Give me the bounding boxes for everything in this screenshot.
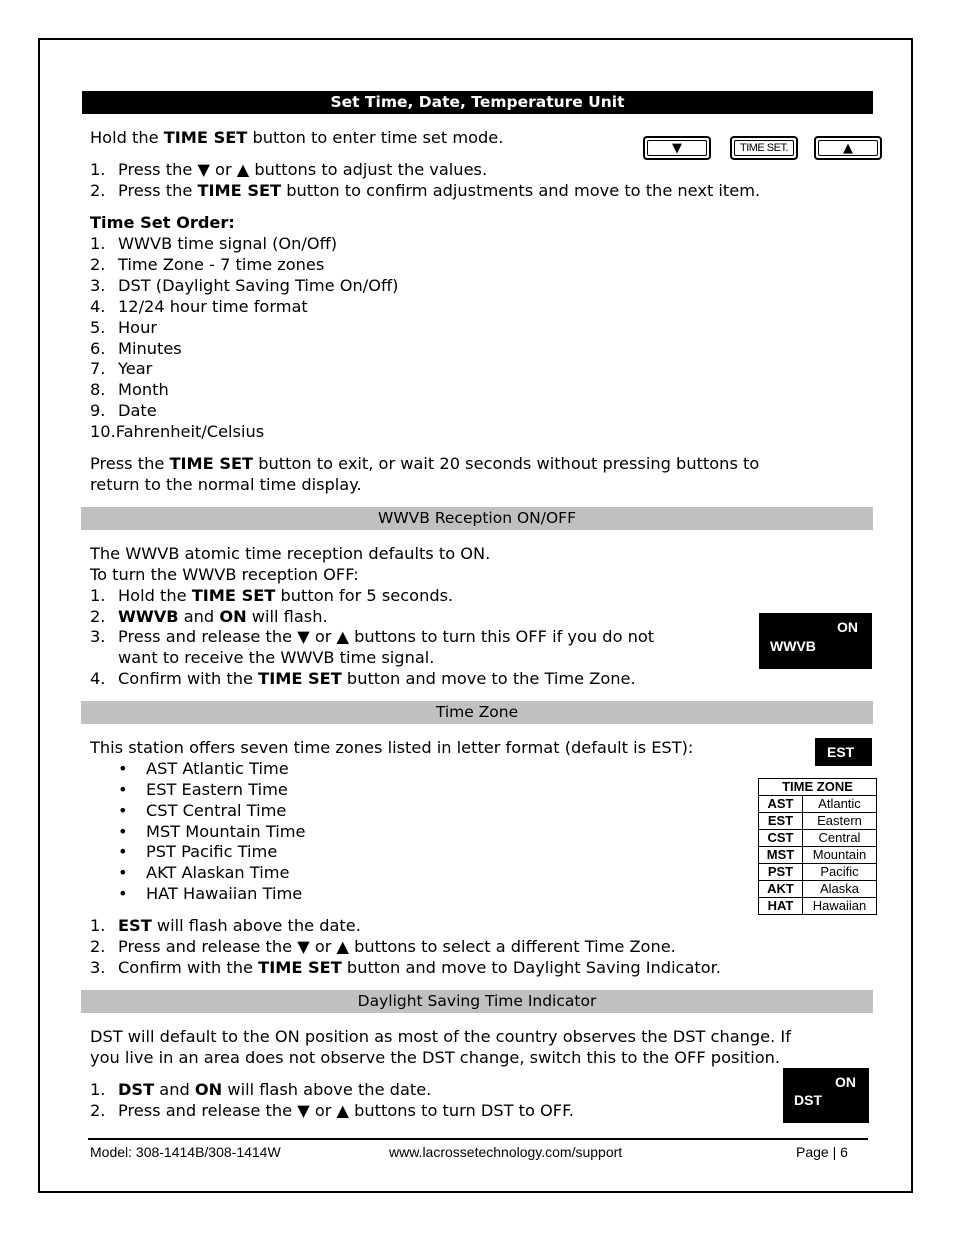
list-item: • MST Mountain Time bbox=[118, 822, 306, 841]
time-zone-step: 1. EST will flash above the date. bbox=[90, 916, 361, 935]
step-adjust: 1. Press the ▼ or ▲ buttons to adjust the values. bbox=[90, 160, 488, 179]
list-item: 7. Year bbox=[90, 359, 153, 378]
intro-line: Hold the TIME SET button to enter time set mode. bbox=[90, 128, 504, 147]
table-row: CST Central bbox=[759, 830, 877, 847]
time-zone-step: 3. Confirm with the TIME SET button and move to Daylight Saving Indicator. bbox=[90, 958, 721, 977]
list-item: 9. Date bbox=[90, 401, 157, 420]
footer-model: Model: 308-1414B/308-1414W bbox=[90, 1144, 281, 1160]
up-arrow-icon: ▲ bbox=[843, 140, 853, 156]
lcd-est-indicator: EST bbox=[827, 744, 855, 760]
dst-lcd-display bbox=[783, 1068, 869, 1123]
wwvb-step: 2. WWVB and ON will flash. bbox=[90, 607, 328, 626]
table-row: MST Mountain bbox=[759, 847, 877, 864]
wwvb-default-line: The WWVB atomic time reception defaults to ON. bbox=[90, 544, 491, 563]
exit-instruction: Press the TIME SET button to exit, or wait 20 seconds without pressing buttons to bbox=[90, 454, 760, 473]
dst-paragraph: DST will default to the ON position as most of the country observes the DST change. If bbox=[90, 1027, 791, 1046]
time-set-button[interactable] bbox=[730, 136, 798, 160]
down-button[interactable] bbox=[643, 136, 711, 160]
section-header-time-zone: Time Zone bbox=[81, 701, 873, 724]
list-item: • AST Atlantic Time bbox=[118, 759, 289, 778]
list-item: 1. WWVB time signal (On/Off) bbox=[90, 234, 338, 253]
list-item: 10.Fahrenheit/Celsius bbox=[90, 422, 265, 441]
wwvb-step: 1. Hold the TIME SET button for 5 seconds. bbox=[90, 586, 454, 605]
list-item: 2. Time Zone - 7 time zones bbox=[90, 255, 325, 274]
list-item: 3. DST (Daylight Saving Time On/Off) bbox=[90, 276, 399, 295]
table-row: PST Pacific bbox=[759, 864, 877, 881]
list-item: • CST Central Time bbox=[118, 801, 287, 820]
time-set-label: TIME SET. bbox=[739, 142, 789, 154]
time-zone-step: 2. Press and release the ▼ or ▲ buttons to select a different Time Zone. bbox=[90, 937, 676, 956]
list-item: 8. Month bbox=[90, 380, 169, 399]
section-header-dst: Daylight Saving Time Indicator bbox=[81, 990, 873, 1013]
footer-page-number: Page | 6 bbox=[796, 1144, 848, 1160]
dst-step: 1. DST and ON will flash above the date. bbox=[90, 1080, 432, 1099]
table-row: AST Atlantic bbox=[759, 796, 877, 813]
lcd-dst-indicator: DST bbox=[794, 1092, 822, 1108]
list-item: • HAT Hawaiian Time bbox=[118, 884, 303, 903]
down-arrow-icon: ▼ bbox=[672, 140, 682, 156]
section-header-set-time: Set Time, Date, Temperature Unit bbox=[82, 91, 873, 114]
list-item: • AKT Alaskan Time bbox=[118, 863, 290, 882]
table-row: AKT Alaska bbox=[759, 881, 877, 898]
section-header-wwvb: WWVB Reception ON/OFF bbox=[81, 507, 873, 530]
wwvb-lcd-display bbox=[759, 613, 872, 669]
table-row: EST Eastern bbox=[759, 813, 877, 830]
wwvb-step-continued: want to receive the WWVB time signal. bbox=[118, 648, 435, 667]
dst-step: 2. Press and release the ▼ or ▲ buttons to turn DST to OFF. bbox=[90, 1101, 574, 1120]
lcd-on-indicator: ON bbox=[837, 619, 858, 635]
step-confirm: 2. Press the TIME SET button to confirm adjustments and move to the next item. bbox=[90, 181, 761, 200]
list-item: 6. Minutes bbox=[90, 339, 182, 358]
list-item: • PST Pacific Time bbox=[118, 842, 278, 861]
up-button[interactable] bbox=[814, 136, 882, 160]
lcd-on-indicator: ON bbox=[835, 1074, 856, 1090]
est-lcd-display bbox=[815, 738, 872, 766]
footer-divider bbox=[88, 1138, 868, 1140]
list-item: 4. 12/24 hour time format bbox=[90, 297, 308, 316]
table-row: HAT Hawaiian bbox=[759, 898, 877, 915]
lcd-wwvb-indicator: WWVB bbox=[770, 638, 816, 654]
time-set-order-title: Time Set Order: bbox=[90, 213, 235, 232]
wwvb-step: 3. Press and release the ▼ or ▲ buttons to turn this OFF if you do not bbox=[90, 627, 655, 646]
wwvb-off-line: To turn the WWVB reception OFF: bbox=[90, 565, 359, 584]
list-item: • EST Eastern Time bbox=[118, 780, 288, 799]
time-zone-intro: This station offers seven time zones listed in letter format (default is EST): bbox=[90, 738, 694, 757]
table-header: TIME ZONE bbox=[759, 779, 877, 796]
exit-instruction-line2: return to the normal time display. bbox=[90, 475, 362, 494]
list-item: 5. Hour bbox=[90, 318, 157, 337]
wwvb-step: 4. Confirm with the TIME SET button and move to the Time Zone. bbox=[90, 669, 636, 688]
dst-paragraph-line2: you live in an area does not observe the DST change, switch this to the OFF position. bbox=[90, 1048, 781, 1067]
footer-url[interactable]: www.lacrossetechnology.com/support bbox=[389, 1144, 623, 1160]
time-zone-table bbox=[758, 778, 877, 915]
